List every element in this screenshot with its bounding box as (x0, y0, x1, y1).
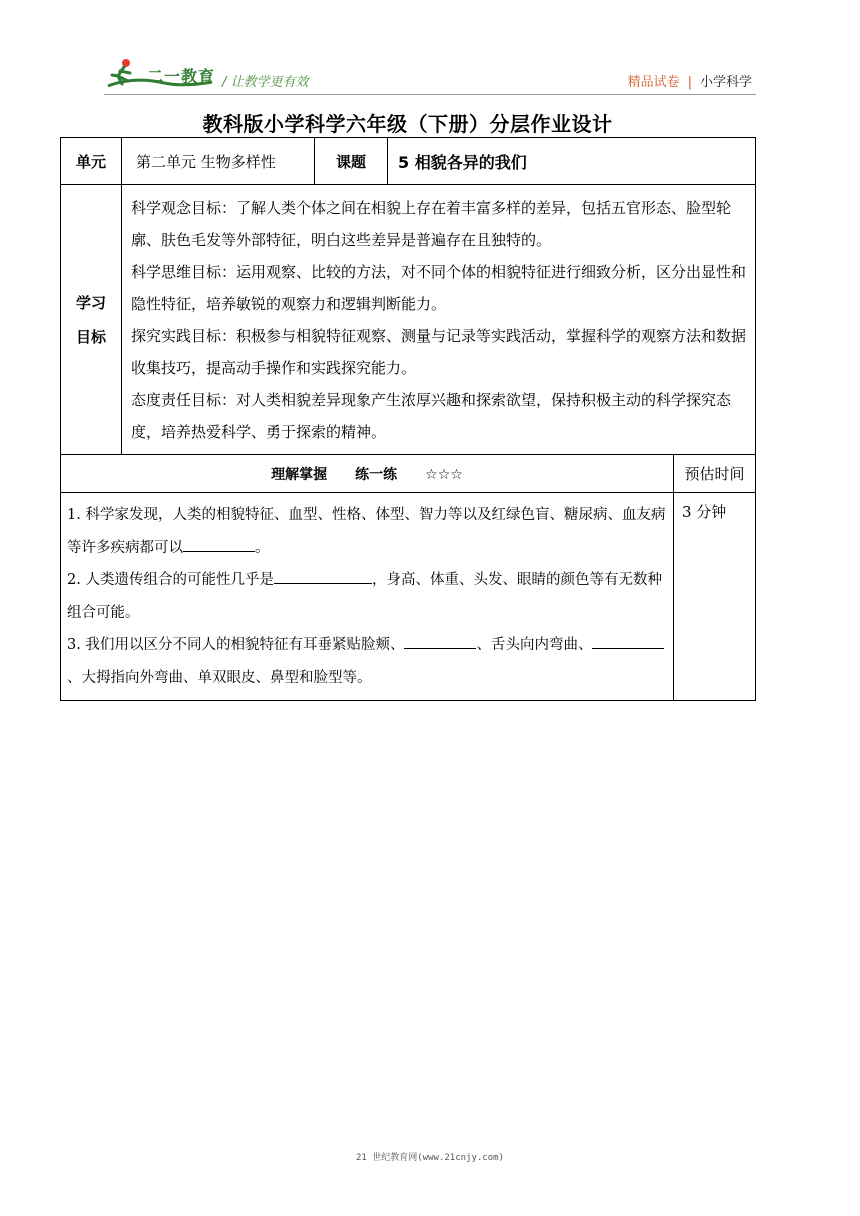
practice-header-row (61, 455, 756, 493)
questions (61, 493, 674, 701)
page-footer: 21 世纪教育网(www.21cnjy.com) (356, 1153, 504, 1163)
unit-value: 第二单元 生物多样性 (122, 138, 315, 185)
answer-blank-2[interactable] (274, 565, 372, 584)
question-3-end: 、大拇指向外弯曲、单双眼皮、鼻型和脸型等。 (67, 669, 372, 686)
question-1 (67, 499, 669, 564)
answer-blank-4[interactable] (592, 630, 664, 649)
question-1-text: 1. 科学家发现，人类的相貌特征、血型、性格、体型、智力等以及红绿色盲、糖尿病、血友病等许多疾病都可以 (67, 507, 666, 556)
unit-row (61, 138, 756, 185)
goals-label-line2: 目标 (75, 327, 106, 346)
question-3-text: 3. 我们用以区分不同人的相貌特征有耳垂紧贴脸颊、 (67, 637, 405, 653)
goals-label (61, 185, 122, 455)
goals-row (61, 185, 756, 455)
questions-row (61, 493, 756, 701)
tag-subject: 小学科学 (699, 75, 752, 90)
tag-premium: 精品试卷 (627, 75, 680, 90)
estimate-label: 预估时间 (674, 455, 756, 493)
practice-title-2: 练一练 (355, 466, 398, 483)
question-2 (67, 564, 669, 629)
question-2-end: ，身高、体重、头发、眼睛的颜色等有无数种组合可能。 (67, 572, 662, 621)
practice-title (61, 455, 674, 493)
answer-blank-1[interactable] (183, 533, 255, 552)
goal-practice: 探究实践目标：积极参与相貌特征观察、测量与记录等实践活动，掌握科学的观察方法和数据收集技巧，提高动手操作和实践探究能力。 (131, 326, 747, 377)
goal-thinking: 科学思维目标：运用观察、比较的方法，对不同个体的相貌特征进行细致分析，区分出显性和隐性特征，培养敏锐的观察力和逻辑判断能力。 (131, 262, 747, 313)
header-divider (104, 94, 756, 95)
goals-content (122, 185, 756, 455)
practice-title-1: 理解掌握 (271, 466, 328, 483)
slogan: / 让教学更有效 (222, 75, 309, 90)
tag-separator: | (687, 75, 692, 90)
question-3 (67, 629, 669, 694)
page-header (0, 0, 860, 100)
lesson-label: 课题 (315, 138, 388, 185)
question-3-mid: 、舌头向内弯曲、 (476, 637, 593, 653)
header-tags (628, 71, 752, 90)
estimate-value: 3 分钟 (674, 493, 756, 701)
goal-concept: 科学观念目标：了解人类个体之间在相貌上存在着丰富多样的差异，包括五官形态、脸型轮廓、肤色毛发等外部特征，明白这些差异是普遍存在且独特的。 (131, 198, 732, 249)
goals-label-line1: 学习 (75, 293, 106, 312)
question-2-text: 2. 人类遗传组合的可能性几乎是 (67, 572, 274, 588)
difficulty-stars: ☆☆☆ (425, 466, 463, 483)
goal-attitude: 态度责任目标：对人类相貌差异现象产生浓厚兴趣和探索欲望，保持积极主动的科学探究态度，培养热爱科学、勇于探索的精神。 (131, 390, 732, 441)
unit-label: 单元 (61, 138, 122, 185)
lesson-value: 5 相貌各异的我们 (388, 138, 756, 185)
logo-text: 二一教育 (147, 67, 216, 86)
assignment-table (60, 137, 756, 701)
answer-blank-3[interactable] (404, 630, 476, 649)
question-1-end: 。 (255, 539, 270, 556)
document-title: 教科版小学科学六年级（下册）分层作业设计 (202, 112, 613, 136)
